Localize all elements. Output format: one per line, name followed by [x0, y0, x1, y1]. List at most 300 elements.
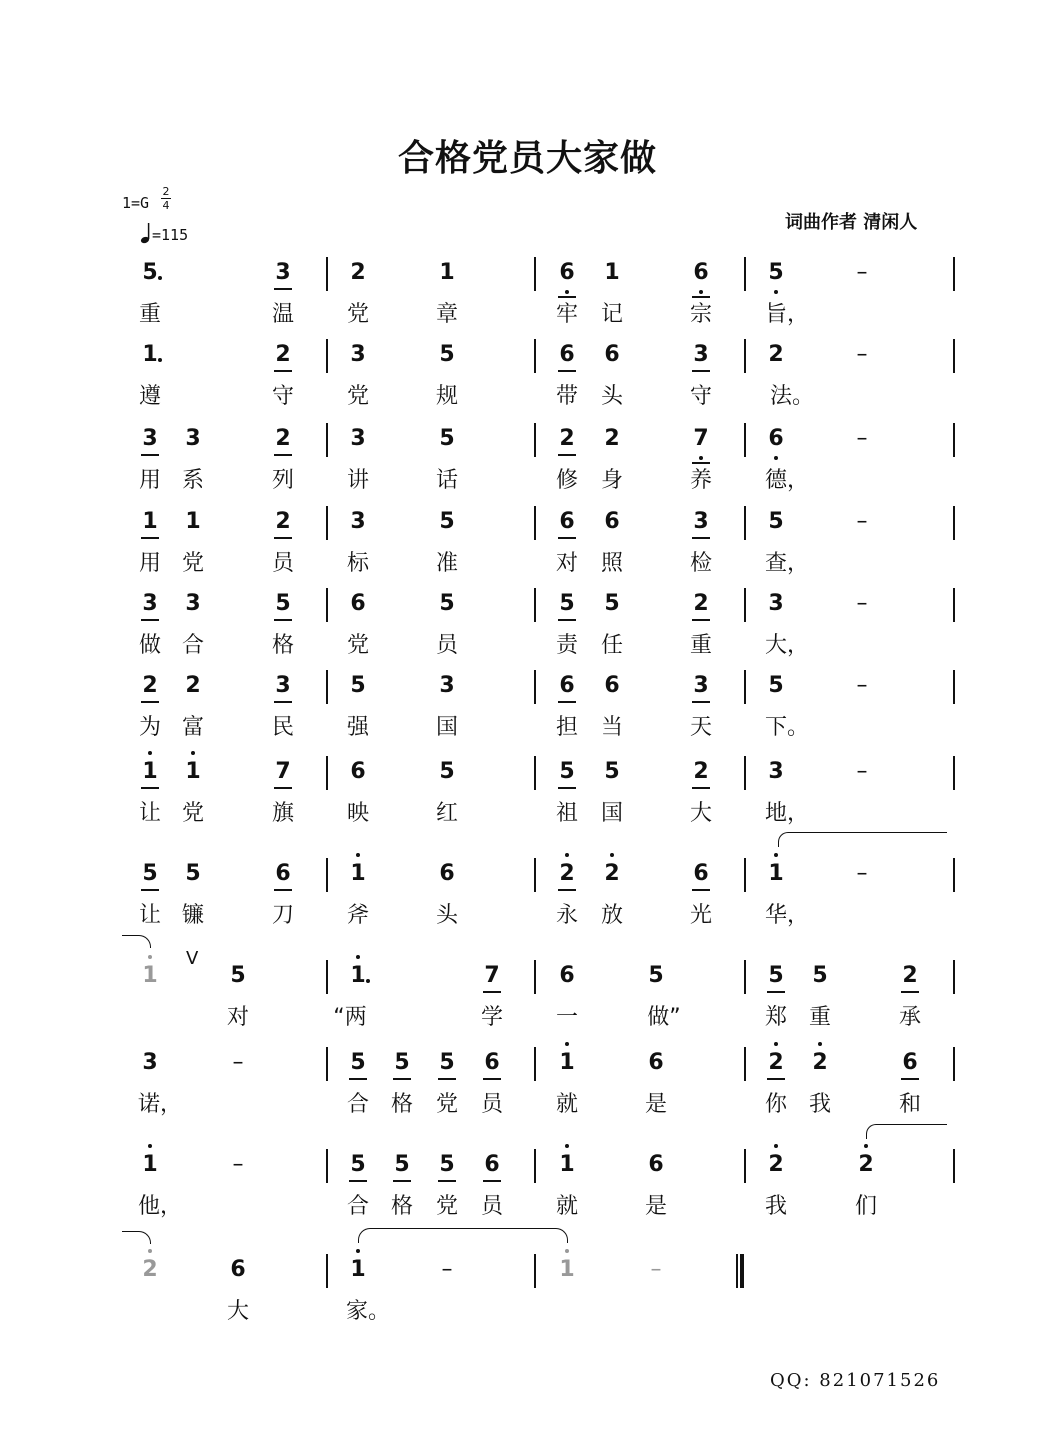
note: 1: [552, 1151, 582, 1183]
bar-line: [326, 339, 328, 373]
bar-line: [326, 1047, 328, 1081]
bar-line: [744, 339, 746, 373]
lyric: 用: [138, 468, 161, 493]
sustain-dash: –: [232, 1152, 244, 1177]
lyric: 责: [555, 633, 578, 658]
lyric: 大: [226, 1299, 249, 1324]
lyric: 格: [390, 1092, 413, 1117]
eighth-underline: [141, 454, 159, 456]
eighth-underline: [558, 454, 576, 456]
lyric: 员: [480, 1092, 503, 1117]
lyric: 员: [271, 551, 294, 576]
bar-line: [326, 506, 328, 540]
eighth-underline: [558, 296, 576, 298]
lyric: 守: [689, 384, 712, 409]
eighth-underline: [558, 619, 576, 621]
octave-up-dot: [565, 853, 569, 857]
note: 2: [135, 1256, 165, 1288]
octave-up-dot: [565, 1249, 569, 1253]
note: 5: [230, 963, 246, 988]
lyric: 下。: [765, 715, 810, 740]
lyric: 带: [555, 384, 578, 409]
note: 6: [477, 1151, 507, 1183]
note: 2: [185, 673, 201, 698]
note: 5: [343, 1151, 373, 1183]
lyric: 学: [480, 1005, 503, 1030]
sustain-dash: –: [856, 759, 868, 784]
note: 2: [268, 341, 298, 373]
slur-curve: [358, 1228, 568, 1243]
octave-up-dot: [356, 1249, 360, 1253]
eighth-underline: [274, 288, 292, 290]
lyric: 重: [138, 302, 161, 327]
lyric: 斧: [346, 903, 369, 928]
bar-line: [326, 960, 328, 994]
note: 6: [895, 1049, 925, 1081]
eighth-underline: [274, 619, 292, 621]
bar-line: [953, 756, 955, 790]
sustain-dash: –: [856, 861, 868, 886]
lyric: 合: [346, 1194, 369, 1219]
note: 2: [350, 260, 366, 285]
note: 3: [185, 591, 201, 616]
note: 6: [439, 861, 455, 886]
lyric: 党: [435, 1194, 458, 1219]
volta-bracket: [866, 1124, 947, 1139]
bar-line: [326, 423, 328, 457]
lyric: 一: [555, 1005, 578, 1030]
lyric: 检: [689, 551, 712, 576]
note: 3: [768, 591, 784, 616]
bar-line: [534, 960, 536, 994]
note: 1: [343, 1256, 373, 1288]
note: 3: [142, 1050, 158, 1075]
lyric: 地，: [765, 801, 810, 826]
note: 6: [604, 673, 620, 698]
eighth-underline: [141, 787, 159, 789]
lyric: 让: [138, 903, 161, 928]
lyric: 你: [764, 1092, 787, 1117]
eighth-underline: [393, 1180, 411, 1182]
eighth-underline: [438, 1078, 456, 1080]
lyric: 党: [181, 801, 204, 826]
eighth-underline: [141, 619, 159, 621]
lyric: 和: [898, 1092, 921, 1117]
lyric: 永: [555, 903, 578, 928]
note: 2: [268, 508, 298, 540]
octave-up-dot: [610, 853, 614, 857]
lyric: 我: [808, 1092, 831, 1117]
note: 6: [604, 509, 620, 534]
eighth-underline: [483, 1078, 501, 1080]
lyric: 身: [600, 468, 623, 493]
eighth-underline: [558, 787, 576, 789]
octave-up-dot: [774, 1144, 778, 1148]
lyric: 党: [346, 633, 369, 658]
lyric: 系: [181, 468, 204, 493]
note: 1: [439, 260, 455, 285]
octave-up-dot: [148, 1249, 152, 1253]
eighth-underline: [692, 462, 710, 464]
bar-line: [744, 670, 746, 704]
lyric: 养: [689, 468, 712, 493]
lyric: 用: [138, 551, 161, 576]
lyric: 郑: [764, 1005, 787, 1030]
note: 5: [432, 1151, 462, 1183]
lyric: 查，: [765, 551, 810, 576]
note: 6: [230, 1257, 246, 1282]
note: 2: [597, 860, 627, 892]
eighth-underline: [274, 370, 292, 372]
eighth-underline: [141, 537, 159, 539]
octave-up-dot: [818, 1042, 822, 1046]
note: 1: [135, 341, 165, 373]
lyric: 温: [271, 302, 294, 327]
eighth-underline: [558, 889, 576, 891]
note: 1: [135, 962, 165, 994]
lyric: 当: [600, 715, 623, 740]
bar-line: [326, 588, 328, 622]
octave-down-dot: [774, 456, 778, 460]
eighth-underline: [483, 1180, 501, 1182]
lyric: 诺，: [138, 1092, 183, 1117]
lyric: 头: [435, 903, 458, 928]
bar-line: [744, 1047, 746, 1081]
lyric: 就: [555, 1194, 578, 1219]
note: 5: [552, 590, 582, 622]
eighth-underline: [692, 619, 710, 621]
qq-contact: QQ: 821071526: [770, 1370, 941, 1391]
lyric: 牢: [555, 302, 578, 327]
note: 3: [268, 259, 298, 291]
eighth-underline: [692, 787, 710, 789]
eighth-underline: [274, 787, 292, 789]
sustain-dash: –: [856, 260, 868, 285]
bar-line: [953, 257, 955, 291]
breath-mark: V: [186, 948, 199, 969]
lyric: 宗: [689, 302, 712, 327]
note: 2: [851, 1151, 881, 1183]
note: 5: [552, 758, 582, 790]
bar-line: [326, 257, 328, 291]
note: 5: [768, 509, 784, 534]
note: 5: [439, 509, 455, 534]
lyric: 规: [435, 384, 458, 409]
note: 3: [686, 672, 716, 704]
bar-line: [744, 858, 746, 892]
note: 2: [552, 425, 582, 457]
octave-up-dot: [148, 751, 152, 755]
note: 3: [135, 425, 165, 457]
note: 1: [135, 1151, 165, 1183]
lyric: 们: [854, 1194, 877, 1219]
bar-line: [534, 339, 536, 373]
composer-credit: 词曲作者 清闲人: [785, 212, 918, 233]
note: 5: [432, 1049, 462, 1081]
octave-up-dot: [774, 853, 778, 857]
note: 6: [268, 860, 298, 892]
sustain-dash: –: [856, 426, 868, 451]
note: 1: [604, 260, 620, 285]
sustain-dash: –: [856, 509, 868, 534]
bar-line: [953, 1149, 955, 1183]
lyric: 德，: [765, 468, 810, 493]
lyric: 党: [435, 1092, 458, 1117]
lyric: 大，: [765, 633, 810, 658]
lyric: 祖: [555, 801, 578, 826]
lyric: “两: [333, 1005, 367, 1030]
note: 6: [559, 963, 575, 988]
lyric: 是: [644, 1194, 667, 1219]
eighth-underline: [558, 370, 576, 372]
note: 5: [185, 861, 201, 886]
eighth-underline: [692, 370, 710, 372]
sustain-dash: –: [650, 1257, 662, 1282]
note: 2: [604, 426, 620, 451]
note: 6: [648, 1152, 664, 1177]
lyric: 准: [435, 551, 458, 576]
lyric: 旗: [271, 801, 294, 826]
note: 5: [761, 259, 791, 291]
note: 2: [552, 860, 582, 892]
note: 3: [268, 672, 298, 704]
note: 6: [552, 508, 582, 540]
octave-down-dot: [774, 290, 778, 294]
note: 2: [686, 590, 716, 622]
note: 2: [805, 1049, 835, 1081]
eighth-underline: [558, 701, 576, 703]
lyric: 党: [346, 302, 369, 327]
octave-up-dot: [191, 751, 195, 755]
note: 6: [552, 672, 582, 704]
sustain-dash: –: [232, 1050, 244, 1075]
augmentation-dot: [366, 979, 370, 983]
lyric: 华，: [765, 903, 810, 928]
eighth-underline: [274, 454, 292, 456]
bar-line: [534, 1047, 536, 1081]
volta-bracket: [778, 832, 947, 847]
meter-bottom: 4: [162, 199, 170, 212]
lyric: 家。: [346, 1299, 391, 1324]
lyric: 是: [644, 1092, 667, 1117]
tie-curve: [122, 935, 151, 948]
time-signature: [158, 186, 174, 211]
song-title: 合格党员大家做: [397, 137, 657, 179]
lyric: 承: [898, 1005, 921, 1030]
key-signature: 1=G: [122, 194, 150, 212]
lyric: 重: [808, 1005, 831, 1030]
note: 6: [477, 1049, 507, 1081]
tie-curve: [122, 1231, 151, 1244]
lyric: 他，: [138, 1194, 183, 1219]
bar-line: [744, 257, 746, 291]
eighth-underline: [692, 537, 710, 539]
sustain-dash: –: [856, 342, 868, 367]
note: 5: [268, 590, 298, 622]
note: 3: [350, 426, 366, 451]
lyric: 强: [346, 715, 369, 740]
note: 6: [350, 759, 366, 784]
bar-line: [534, 670, 536, 704]
bar-line: [534, 756, 536, 790]
augmentation-dot: [158, 358, 162, 362]
lyric: 就: [555, 1092, 578, 1117]
bar-line: [744, 588, 746, 622]
eighth-underline: [767, 1078, 785, 1080]
bar-line: [744, 1149, 746, 1183]
lyric: 遵: [138, 384, 161, 409]
note: 5: [761, 962, 791, 994]
note: 5: [387, 1049, 417, 1081]
lyric: 映: [346, 801, 369, 826]
eighth-underline: [438, 1180, 456, 1182]
note: 5: [439, 426, 455, 451]
final-bar-thin: [736, 1254, 738, 1288]
bar-line: [953, 1047, 955, 1081]
lyric: 列: [271, 468, 294, 493]
eighth-underline: [349, 1078, 367, 1080]
lyric: 天: [689, 715, 712, 740]
lyric: 做”: [647, 1005, 681, 1030]
lyric: 让: [138, 801, 161, 826]
note: 7: [686, 425, 716, 457]
note: 5: [812, 963, 828, 988]
lyric: 我: [764, 1194, 787, 1219]
lyric: 章: [435, 302, 458, 327]
eighth-underline: [692, 889, 710, 891]
sustain-dash: –: [856, 591, 868, 616]
bar-line: [953, 960, 955, 994]
note: 1: [761, 860, 791, 892]
octave-up-dot: [774, 1042, 778, 1046]
lyric: 记: [600, 302, 623, 327]
note: 2: [268, 425, 298, 457]
lyric: 格: [390, 1194, 413, 1219]
eighth-underline: [141, 889, 159, 891]
bar-line: [953, 858, 955, 892]
note: 3: [185, 426, 201, 451]
note: 5: [343, 1049, 373, 1081]
lyric: 任: [600, 633, 623, 658]
lyric: 国: [435, 715, 458, 740]
note: 6: [350, 591, 366, 616]
bar-line: [534, 1254, 536, 1288]
lyric: 为: [138, 715, 161, 740]
lyric: 头: [600, 384, 623, 409]
octave-down-dot: [699, 290, 703, 294]
eighth-underline: [558, 537, 576, 539]
lyric: 格: [271, 633, 294, 658]
lyric: 对: [226, 1005, 249, 1030]
octave-up-dot: [565, 1144, 569, 1148]
lyric: 守: [271, 384, 294, 409]
note: 2: [768, 342, 784, 367]
note: 1: [552, 1256, 582, 1288]
lyric: 国: [600, 801, 623, 826]
eighth-underline: [274, 537, 292, 539]
tempo-mark: [140, 222, 188, 244]
bar-line: [953, 588, 955, 622]
octave-up-dot: [356, 955, 360, 959]
note: 5: [604, 759, 620, 784]
lyric: 标: [346, 551, 369, 576]
octave-up-dot: [864, 1144, 868, 1148]
note: 7: [477, 962, 507, 994]
lyric: 放: [600, 903, 623, 928]
bar-line: [326, 670, 328, 704]
note: 6: [686, 259, 716, 291]
note: 1: [178, 758, 208, 790]
bar-line: [326, 1149, 328, 1183]
eighth-underline: [349, 1180, 367, 1182]
note: 6: [761, 425, 791, 457]
note: 5: [768, 673, 784, 698]
eighth-underline: [692, 296, 710, 298]
lyric: 担: [555, 715, 578, 740]
lyric: 做: [138, 633, 161, 658]
bar-line: [744, 756, 746, 790]
octave-down-dot: [699, 456, 703, 460]
bar-line: [744, 960, 746, 994]
octave-up-dot: [565, 1042, 569, 1046]
lyric: 重: [689, 633, 712, 658]
bar-line: [744, 423, 746, 457]
note: 6: [604, 342, 620, 367]
octave-up-dot: [148, 955, 152, 959]
note: 2: [686, 758, 716, 790]
bar-line: [534, 588, 536, 622]
lyric: 旨，: [765, 302, 810, 327]
note: 5: [439, 591, 455, 616]
note: 6: [686, 860, 716, 892]
note: 3: [135, 590, 165, 622]
note: 5: [439, 759, 455, 784]
note: 1: [135, 758, 165, 790]
bar-line: [744, 506, 746, 540]
lyric: 民: [271, 715, 294, 740]
note: 5: [350, 673, 366, 698]
lyric: 合: [181, 633, 204, 658]
eighth-underline: [141, 701, 159, 703]
note: 6: [552, 341, 582, 373]
lyric: 大: [689, 801, 712, 826]
note: 3: [686, 508, 716, 540]
tempo-value: =115: [152, 226, 189, 244]
eighth-underline: [274, 889, 292, 891]
bar-line: [534, 506, 536, 540]
lyric: 党: [181, 551, 204, 576]
note: 5: [604, 591, 620, 616]
eighth-underline: [483, 991, 501, 993]
octave-up-dot: [148, 1144, 152, 1148]
note: 3: [768, 759, 784, 784]
note: 1: [343, 860, 373, 892]
lyric: 红: [435, 801, 458, 826]
bar-line: [953, 423, 955, 457]
note: 3: [439, 673, 455, 698]
lyric: 富: [181, 715, 204, 740]
note: 5: [135, 259, 165, 291]
lyric: 照: [600, 551, 623, 576]
note: 2: [895, 962, 925, 994]
lyric: 光: [689, 903, 712, 928]
lyric: 讲: [346, 468, 369, 493]
lyric: 员: [480, 1194, 503, 1219]
note: 1: [185, 509, 201, 534]
bar-line: [534, 423, 536, 457]
note: 3: [686, 341, 716, 373]
eighth-underline: [274, 701, 292, 703]
